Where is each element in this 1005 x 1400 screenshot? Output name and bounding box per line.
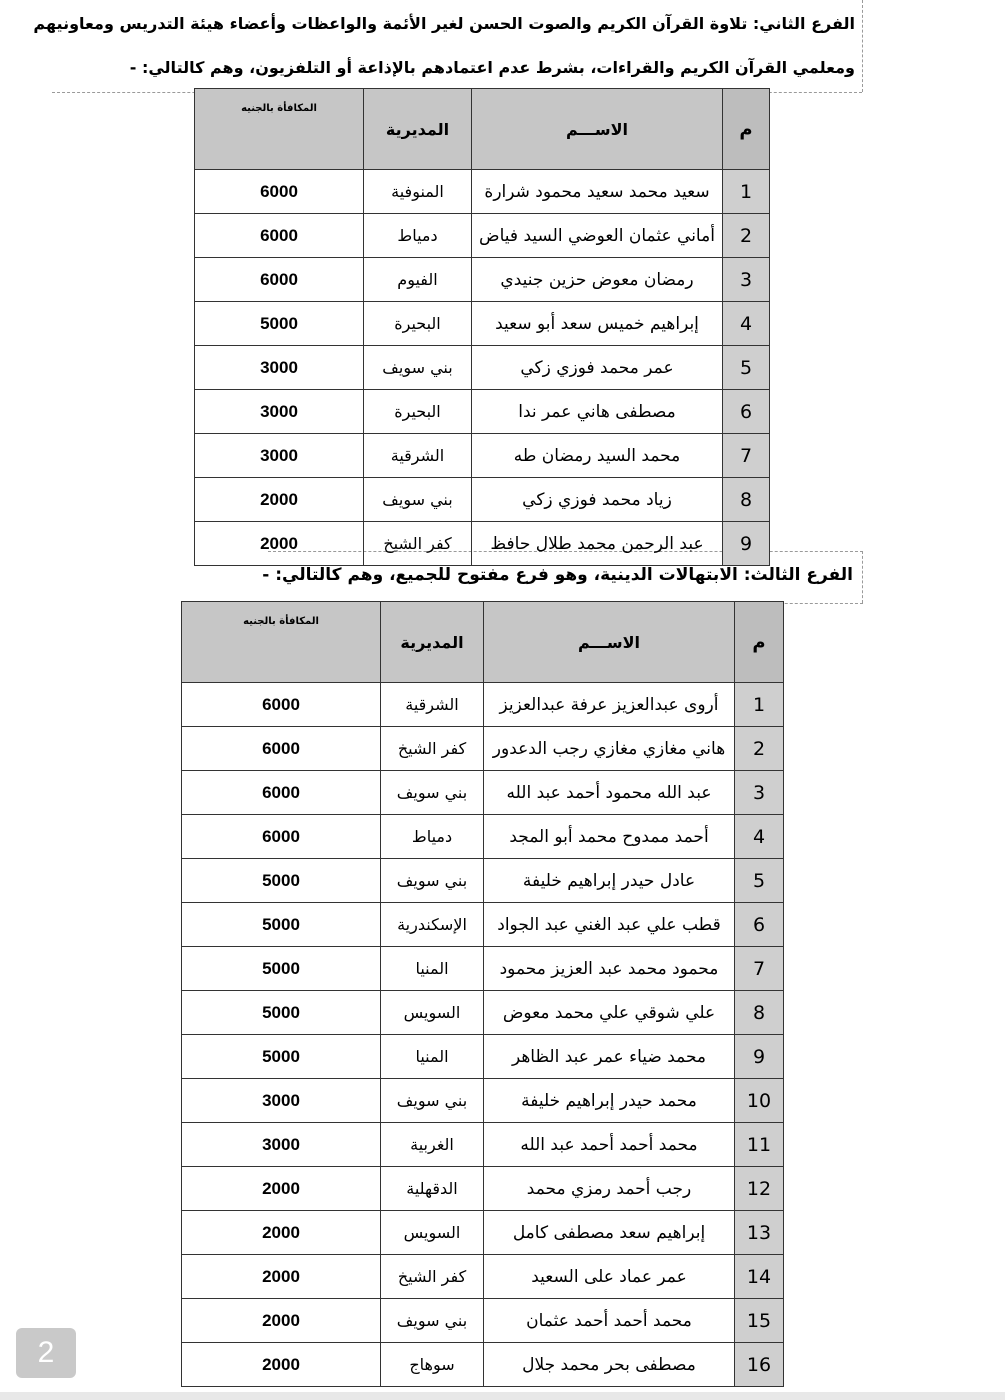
row-award: 6000 — [182, 771, 381, 815]
row-directorate: المنيا — [381, 1035, 484, 1079]
section2-table — [194, 88, 770, 566]
row-name: محمد ضياء عمر عبد الظاهر — [484, 1035, 735, 1079]
row-number: 15 — [735, 1299, 784, 1343]
row-number: 7 — [723, 434, 770, 478]
row-directorate: بني سويف — [381, 859, 484, 903]
row-directorate: بني سويف — [381, 771, 484, 815]
row-number: 3 — [735, 771, 784, 815]
row-award: 6000 — [195, 214, 364, 258]
row-name: إبراهيم سعد مصطفى كامل — [484, 1211, 735, 1255]
row-directorate: كفر الشيخ — [381, 727, 484, 771]
row-directorate: الغربية — [381, 1123, 484, 1167]
row-award: 2000 — [182, 1299, 381, 1343]
row-name: أحمد ممدوح محمد أبو المجد — [484, 815, 735, 859]
row-number: 5 — [723, 346, 770, 390]
row-name: محمود محمد عبد العزيز محمود — [484, 947, 735, 991]
table-row — [182, 1123, 784, 1167]
table-row — [182, 991, 784, 1035]
row-number: 9 — [723, 522, 770, 566]
row-number: 6 — [735, 903, 784, 947]
row-award: 6000 — [195, 170, 364, 214]
row-name: عادل حيدر إبراهيم خليفة — [484, 859, 735, 903]
row-name: رجب أحمد رمزي محمد — [484, 1167, 735, 1211]
row-directorate: دمياط — [381, 815, 484, 859]
row-directorate: بني سويف — [364, 346, 472, 390]
row-directorate: كفر الشيخ — [381, 1255, 484, 1299]
row-directorate: الدقهلية — [381, 1167, 484, 1211]
table-row — [182, 815, 784, 859]
row-award: 3000 — [182, 1079, 381, 1123]
section2-heading-line1: الفرع الثاني: تلاوة القرآن الكريم والصوت الحسن لغير الأئمة والواعظات وأعضاء هيئة التدريس ومعاونيهم — [33, 14, 855, 33]
table-row — [182, 1167, 784, 1211]
table-row — [195, 478, 770, 522]
row-directorate: السويس — [381, 991, 484, 1035]
row-directorate: الفيوم — [364, 258, 472, 302]
row-number: 5 — [735, 859, 784, 903]
row-number: 16 — [735, 1343, 784, 1387]
row-number: 8 — [735, 991, 784, 1035]
row-name: قطب علي عبد الغني عبد الجواد — [484, 903, 735, 947]
row-name: أروى عبدالعزيز عرفة عبدالعزيز — [484, 683, 735, 727]
row-name: عبد الله محمود أحمد عبد الله — [484, 771, 735, 815]
row-name: هاني مغازي مغازي رجب الدعدور — [484, 727, 735, 771]
row-directorate: الشرقية — [364, 434, 472, 478]
table-row — [195, 346, 770, 390]
row-number: 7 — [735, 947, 784, 991]
page-number-badge: 2 — [16, 1328, 76, 1378]
table-row — [182, 683, 784, 727]
column-header-num: م — [735, 602, 784, 683]
column-header-name: الاســـم — [484, 602, 735, 683]
column-header-directorate: المديرية — [381, 602, 484, 683]
bottom-strip — [0, 1392, 1005, 1400]
row-award: 3000 — [195, 434, 364, 478]
row-award: 2000 — [182, 1255, 381, 1299]
table-row — [195, 434, 770, 478]
table-row — [195, 522, 770, 566]
row-number: 11 — [735, 1123, 784, 1167]
row-name: رمضان معوض حزين جنيدي — [472, 258, 723, 302]
frame-line-right-2 — [862, 551, 863, 603]
row-directorate: الشرقية — [381, 683, 484, 727]
row-name: محمد حيدر إبراهيم خليفة — [484, 1079, 735, 1123]
row-award: 2000 — [182, 1211, 381, 1255]
row-name: عمر عماد على السعيد — [484, 1255, 735, 1299]
table-row — [182, 1299, 784, 1343]
row-award: 6000 — [182, 815, 381, 859]
table-row — [195, 214, 770, 258]
row-number: 12 — [735, 1167, 784, 1211]
row-award: 6000 — [195, 258, 364, 302]
table-header-row — [182, 602, 784, 683]
row-directorate: دمياط — [364, 214, 472, 258]
row-number: 4 — [735, 815, 784, 859]
row-name: عبد الرحمن محمد طلال حافظ — [472, 522, 723, 566]
table-row — [195, 390, 770, 434]
table-row — [195, 302, 770, 346]
row-award: 3000 — [195, 346, 364, 390]
row-number: 3 — [723, 258, 770, 302]
column-header-name: الاســـم — [472, 89, 723, 170]
row-name: محمد أحمد أحمد عبد الله — [484, 1123, 735, 1167]
row-number: 13 — [735, 1211, 784, 1255]
table-row — [182, 1035, 784, 1079]
row-directorate: المنيا — [381, 947, 484, 991]
row-number: 4 — [723, 302, 770, 346]
row-directorate: سوهاج — [381, 1343, 484, 1387]
section3-table — [181, 601, 784, 1387]
table-row — [182, 903, 784, 947]
table-row — [182, 727, 784, 771]
row-directorate: السويس — [381, 1211, 484, 1255]
row-name: محمد أحمد أحمد عثمان — [484, 1299, 735, 1343]
column-header-award: المكافأة بالجنيه — [195, 89, 364, 170]
row-directorate: المنوفية — [364, 170, 472, 214]
row-number: 2 — [723, 214, 770, 258]
column-header-award: المكافأة بالجنيه — [182, 602, 381, 683]
row-name: عمر محمد فوزي زكي — [472, 346, 723, 390]
table-row — [182, 1255, 784, 1299]
table-row — [182, 1343, 784, 1387]
row-award: 5000 — [182, 859, 381, 903]
row-name: علي شوقي علي محمد معوض — [484, 991, 735, 1035]
row-award: 5000 — [182, 1035, 381, 1079]
row-number: 6 — [723, 390, 770, 434]
table-row — [195, 258, 770, 302]
row-award: 5000 — [182, 991, 381, 1035]
row-award: 2000 — [182, 1167, 381, 1211]
table-row — [182, 771, 784, 815]
section3-heading: الفرع الثالث: الابتهالات الدينية، وهو فرع مفتوح للجميع، وهم كالتالي: - — [262, 565, 853, 585]
table-header-row — [195, 89, 770, 170]
table-row — [182, 1079, 784, 1123]
row-number: 8 — [723, 478, 770, 522]
row-number: 1 — [723, 170, 770, 214]
row-name: مصطفى هاني عمر ندا — [472, 390, 723, 434]
row-number: 14 — [735, 1255, 784, 1299]
row-name: إبراهيم خميس سعد أبو سعيد — [472, 302, 723, 346]
section2-heading-line2: ومعلمي القرآن الكريم والقراءات، بشرط عدم اعتمادهم بالإذاعة أو التلفزيون، وهم كالتالي: - — [129, 58, 855, 77]
column-header-num: م — [723, 89, 770, 170]
row-number: 9 — [735, 1035, 784, 1079]
table-row — [182, 1211, 784, 1255]
row-name: زياد محمد فوزي زكي — [472, 478, 723, 522]
row-directorate: الإسكندرية — [381, 903, 484, 947]
table-row — [182, 859, 784, 903]
row-name: محمد السيد رمضان طه — [472, 434, 723, 478]
row-award: 2000 — [195, 522, 364, 566]
row-name: سعيد محمد سعيد محمود شرارة — [472, 170, 723, 214]
column-header-directorate: المديرية — [364, 89, 472, 170]
row-directorate: كفر الشيخ — [364, 522, 472, 566]
row-directorate: بني سويف — [364, 478, 472, 522]
row-award: 6000 — [182, 727, 381, 771]
row-award: 2000 — [195, 478, 364, 522]
row-number: 1 — [735, 683, 784, 727]
row-directorate: البحيرة — [364, 390, 472, 434]
row-award: 5000 — [195, 302, 364, 346]
row-name: مصطفى بحر محمد جلال — [484, 1343, 735, 1387]
row-award: 5000 — [182, 903, 381, 947]
row-directorate: بني سويف — [381, 1079, 484, 1123]
row-name: أماني عثمان العوضي السيد فياض — [472, 214, 723, 258]
row-award: 5000 — [182, 947, 381, 991]
row-award: 6000 — [182, 683, 381, 727]
row-award: 3000 — [195, 390, 364, 434]
row-directorate: بني سويف — [381, 1299, 484, 1343]
table-row — [182, 947, 784, 991]
row-number: 10 — [735, 1079, 784, 1123]
row-directorate: البحيرة — [364, 302, 472, 346]
row-award: 2000 — [182, 1343, 381, 1387]
row-award: 3000 — [182, 1123, 381, 1167]
row-number: 2 — [735, 727, 784, 771]
frame-line-right-1 — [862, 0, 863, 92]
table-row — [195, 170, 770, 214]
